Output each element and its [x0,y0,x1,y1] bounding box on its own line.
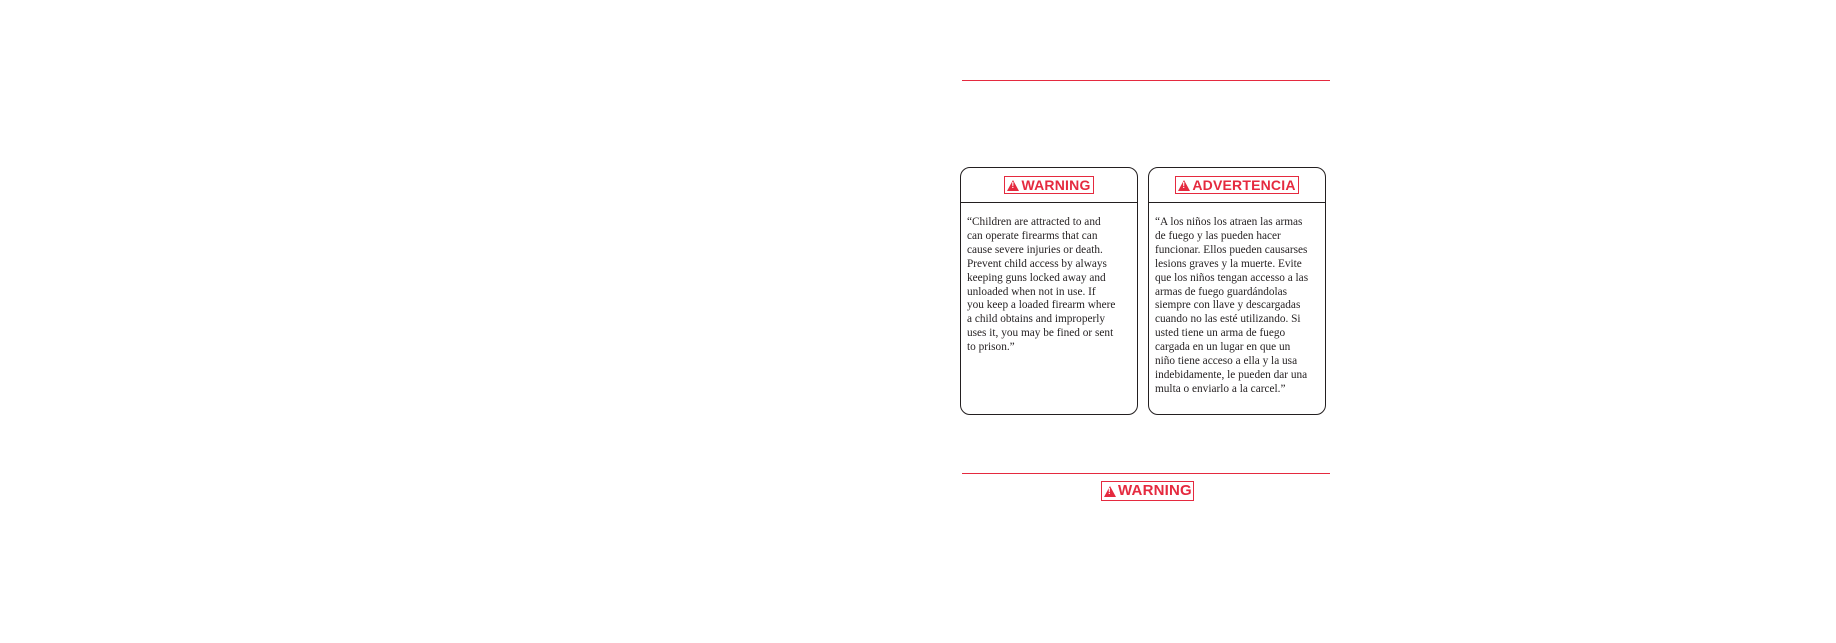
badge-label: ADVERTENCIA [1192,177,1296,193]
badge-label: WARNING [1021,177,1091,193]
warning-text: “Children are attracted to and can operate firearms that can cause severe injuries or death. Prevent child access by always keeping guns locked away and unloaded when not in use. If you keep a loaded firearm where a child obtains and improperly uses it, you may be fined or sent to prison.” [967,216,1116,354]
warning-triangle-icon [1178,180,1190,191]
advertencia-text: “A los niños los atraen las armas de fuego y las pueden hacer funcionar. Ellos pueden causarses lesions graves y la muerte. Evite que los niños tengan accesso a las armas de fuego guardándolas siempre con llave y descargadas cuando no las esté utilizando. Si usted tiene un arma de fuego cargada en un lugar en que un niño tiene acceso a ella y la usa indebidamente, le pueden dar una multa o enviarlo a la carcel.” [1155,216,1309,395]
warning-triangle-icon [1007,180,1019,191]
advertencia-badge [1175,176,1298,194]
warning-triangle-icon [1104,486,1116,497]
card-header [1149,168,1325,203]
warning-card-spanish [1148,167,1326,415]
bottom-divider [962,473,1330,474]
footer-badge-label: WARNING [1118,482,1192,499]
footer-warning-badge [1101,481,1194,501]
warning-card-english [960,167,1138,415]
warning-badge [1004,176,1093,194]
card-header [961,168,1137,203]
top-divider [962,80,1330,81]
